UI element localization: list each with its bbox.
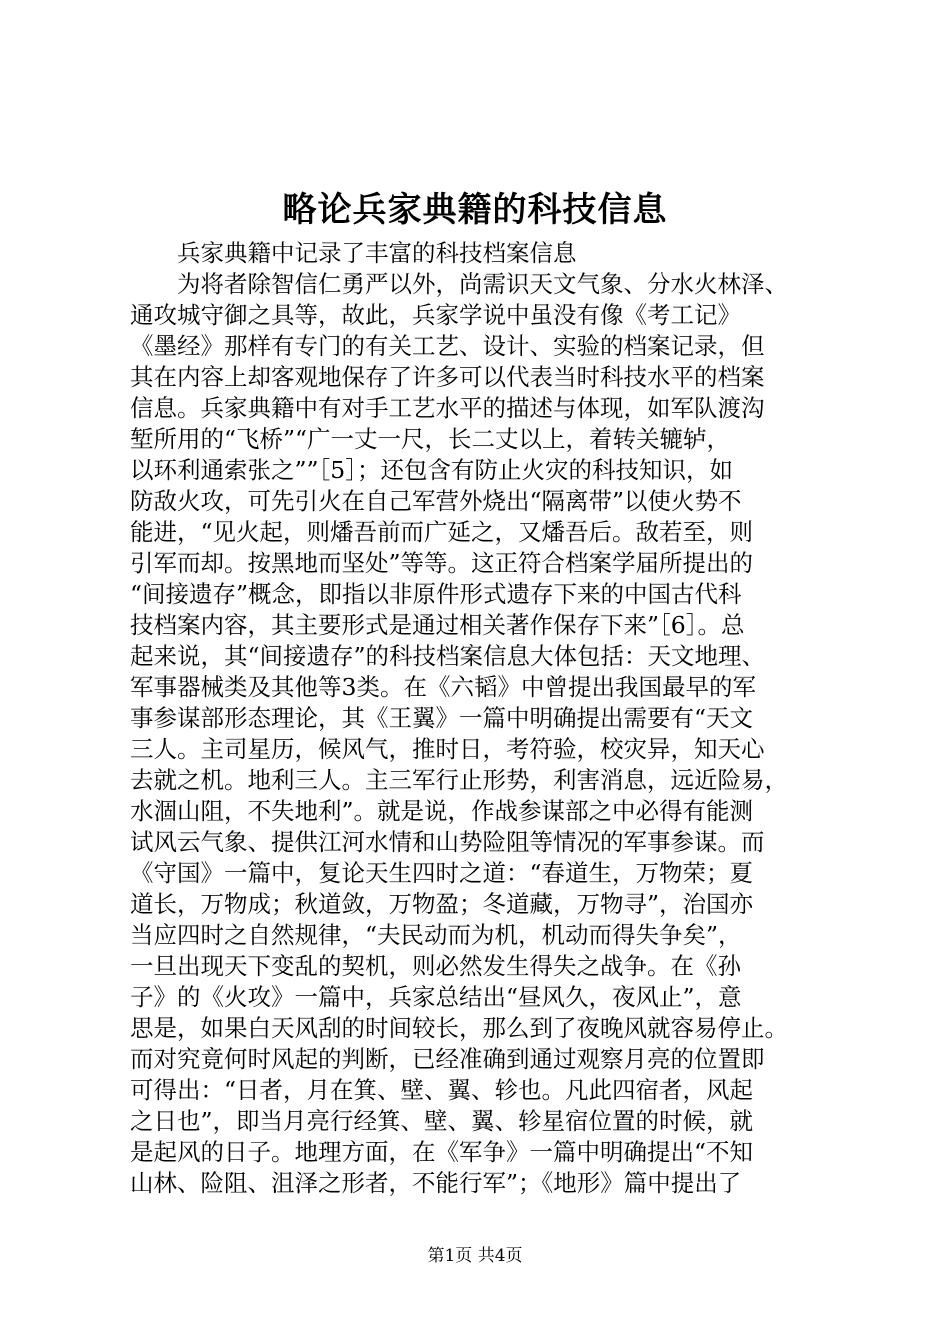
body-line: 引军而却。按黑地而坚处”等等。这正符合档案学届所提出的 [130, 549, 754, 577]
body-line: 之日也”，即当月亮行经箕、壁、翼、轸星宿位置的时候，就 [130, 1107, 754, 1135]
body-line: 试风云气象、提供江河水情和山势险阻等情况的军事参谋。而 [130, 828, 765, 856]
body-line: 一旦出现天下变乱的契机，则必然发生得失之战争。在《孙 [130, 952, 741, 980]
body-line: 道长，万物成；秋道敛，万物盈；冬道藏，万物寻”，治国亦 [130, 890, 754, 918]
document-title: 略论兵家典籍的科技信息 [282, 190, 668, 230]
body-line: 山林、险阻、沮泽之形者，不能行军”；《地形》篇中提出了 [130, 1169, 742, 1197]
body-line: 是起风的日子。地理方面，在《军争》一篇中明确提出“不知 [130, 1138, 754, 1166]
body-line: 《守国》一篇中，复论天生四时之道：“春道生，万物荣；夏 [130, 859, 754, 887]
body-line: 可得出：“日者，月在箕、壁、翼、轸也。凡此四宿者，风起 [130, 1076, 754, 1104]
body-line: 技档案内容，其主要形式是通过相关著作保存下来”［6］。总 [130, 611, 745, 639]
body-line: 以环利通索张之””［5］；还包含有防止火灾的科技知识，如 [130, 456, 733, 484]
body-line: 《墨经》那样有专门的有关工艺、设计、实验的档案记录，但 [130, 332, 765, 360]
body-line: 堑所用的“飞桥”“广一丈一尺，长二丈以上，着转关辘轳， [130, 425, 731, 453]
body-line: 能进，“见火起，则燔吾前而广延之，又燔吾后。敌若至，则 [130, 518, 754, 546]
body-line: 去就之机。地利三人。主三军行止形势，利害消息，远近险易， [130, 766, 788, 794]
body-line: 为将者除智信仁勇严以外，尚需识天文气象、分水火林泽、 [130, 270, 788, 298]
body-line: 子》的《火攻》一篇中，兵家总结出“昼风久，夜风止”，意 [130, 983, 742, 1011]
body-line: 事参谋部形态理论，其《王翼》一篇中明确提出需要有“天文 [130, 704, 754, 732]
body-line: 思是，如果白天风刮的时间较长，那么到了夜晚风就容易停止。 [130, 1014, 788, 1042]
body-line: 信息。兵家典籍中有对手工艺水平的描述与体现，如军队渡沟 [130, 394, 765, 422]
body-line: 通攻城守御之具等，故此，兵家学说中虽没有像《考工记》 [130, 301, 741, 329]
body-line: 军事器械类及其他等3类。在《六韬》中曾提出我国最早的军 [130, 673, 756, 701]
body-line: 水涸山阻，不失地利”。就是说，作战参谋部之中必得有能测 [130, 797, 754, 825]
body-line: 三人。主司星历，候风气，推时日，考符验，校灾异，知天心 [130, 735, 765, 763]
body-line: 当应四时之自然规律，“夫民动而为机，机动而得失争矣”， [130, 921, 742, 949]
body-line: 防敌火攻，可先引火在自己军营外烧出“隔离带”以使火势不 [130, 487, 742, 515]
page-footer: 第1页 共4页 [427, 1246, 523, 1266]
body-line: 而对究竟何时风起的判断，已经准确到通过观察月亮的位置即 [130, 1045, 765, 1073]
document-body [130, 238, 836, 1199]
body-line: 起来说，其“间接遗存”的科技档案信息大体包括：天文地理、 [130, 642, 766, 670]
body-line: “间接遗存”概念，即指以非原件形式遗存下来的中国古代科 [130, 580, 742, 608]
body-line: 其在内容上却客观地保存了许多可以代表当时科技水平的档案 [130, 363, 765, 391]
body-line: 兵家典籍中记录了丰富的科技档案信息 [130, 239, 577, 267]
